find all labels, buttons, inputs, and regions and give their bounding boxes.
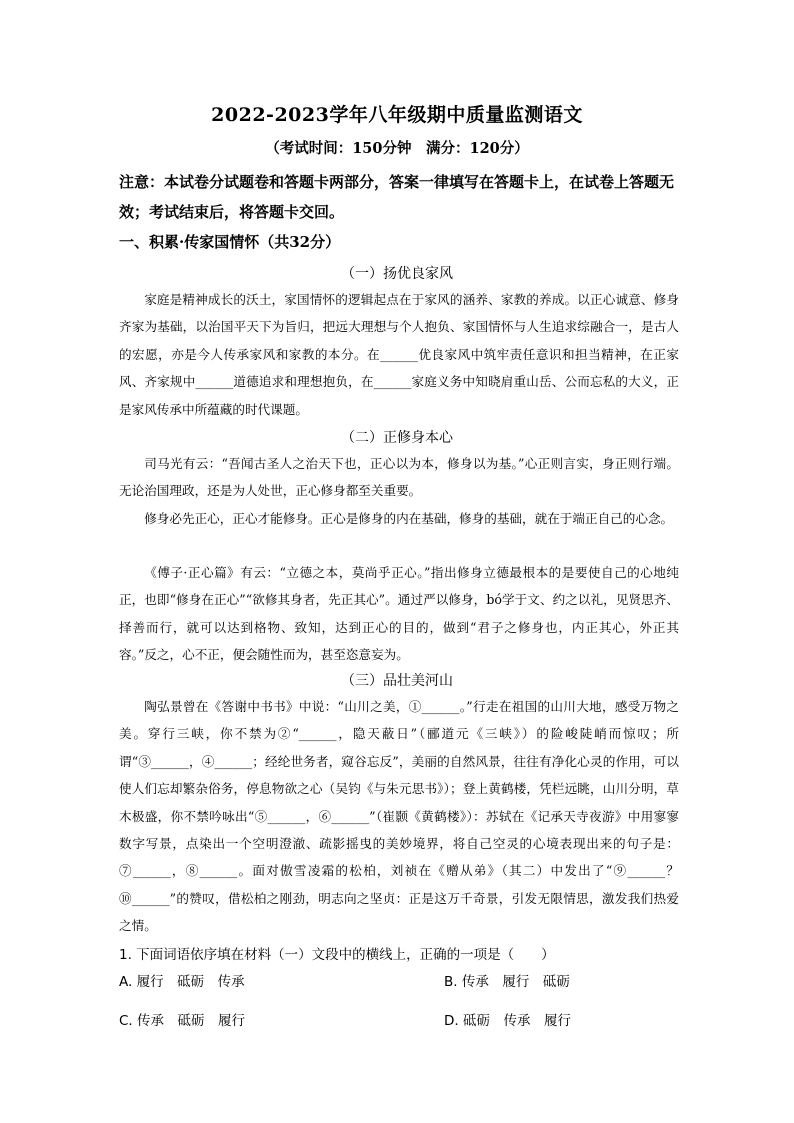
- exam-title: 2022-2023学年八年级期中质量监测语文: [211, 104, 583, 126]
- option-c: C. 传承 砥砺 履行: [119, 1013, 246, 1029]
- option-b: B. 传承 履行 砥砺: [444, 974, 570, 990]
- part-heading-landscape: （三）品壮美河山: [341, 673, 453, 689]
- paragraph-fuzi: 《傅子·正心篇》有云：“立德之本，莫尚乎正心。”指出修身立德最根本的是要使自己的心地纯正，也即“修身在正心”“欲修其身者，先正其心”。通过严以修身，bó学于文、约之以礼，见贤思齐、择善而行，就可以达到格物、致知，达到正心的目的，做到“君子之修身也，内正其心，外正其容。”反之，心不正，便会随性而为，甚至恣意妄为。: [119, 565, 679, 663]
- exam-notice: 注意：本试卷分试题卷和答题卡两部分，答案一律填写在答题卡上，在试卷上答题无效；考试结束后，将答题卡交回。: [119, 173, 675, 221]
- paragraph-sima-guang: 司马光有云：“吾闻古圣人之治天下也，正心以为本，修身以为基。”心正则言实，身正则行端。无论治国理政，还是为人处世，正心修身都至关重要。: [119, 456, 679, 499]
- section-heading: 一、积累·传家国情怀（共32分）: [119, 233, 341, 251]
- paragraph-landscape-fill-in: 陶弘景曾在《答谢中书书》中说：“山川之美，①______。”行走在祖国的山川大地，感受万物之美。穿行三峡，你不禁为②“______，隐天蔽日”（郦道元《三峡》）的险峻陡峭而惊叹；所谓“③______，④______；经纶世务者，窥谷忘反”，美丽的自然风景，往往有净化心灵的作用，可以使人们忘却繁杂俗务，停息物欲之心（吴钧《与朱元思书》）；登上黄鹤楼，凭栏远眺，山川分明，草木极盛，你不禁吟咏出“⑤______，⑥______”（崔颢《黄鹤楼》）：苏轼在《记承天寺夜游》中用寥寥数字写景，点染出一个空明澄澈、疏影摇曳的美妙境界，将自己空灵的心境表现出来的句子是：⑦______，⑧______。面对傲雪凌霜的松柏，刘祯在《赠从弟》（其二）中发出了“⑨______？⑩______”的赞叹，借松柏之刚劲，明志向之坚贞：正是这万千奇景，引发无限情思，激发我们热爱之情。: [119, 699, 679, 934]
- paragraph-family-style: 家庭是精神成长的沃土，家国情怀的逻辑起点在于家风的涵养、家教的养成。以正心诚意、修身齐家为基础，以治国平天下为旨归，把远大理想与个人抱负、家国情怀与人生追求综融合一，是古人的宏愿，亦是今人传承家风和家教的本分。在______优良家风中筑牢责任意识和担当精神，在正家风、齐家规中______道德追求和理想抱负，在______家庭义务中知晓肩重山岳、公而忘私的大义，正是家风传承中所蕴藏的时代课题。: [119, 292, 679, 417]
- part-heading-self-cultivation: （二）正修身本心: [341, 430, 453, 446]
- question-1: 1. 下面词语依序填在材料（一）文段中的横线上，正确的一项是（ ）: [119, 947, 555, 963]
- exam-subtitle: （考试时间：150分钟 满分：120分）: [265, 140, 529, 157]
- paragraph-mind-first: 修身必先正心，正心才能修身。正心是修身的内在基础，修身的基础，就在于端正自己的心念。: [144, 511, 674, 526]
- option-d: D. 砥砺 传承 履行: [444, 1013, 571, 1029]
- part-heading-family-style: （一）扬优良家风: [341, 266, 453, 282]
- option-a: A. 履行 砥砺 传承: [119, 974, 245, 990]
